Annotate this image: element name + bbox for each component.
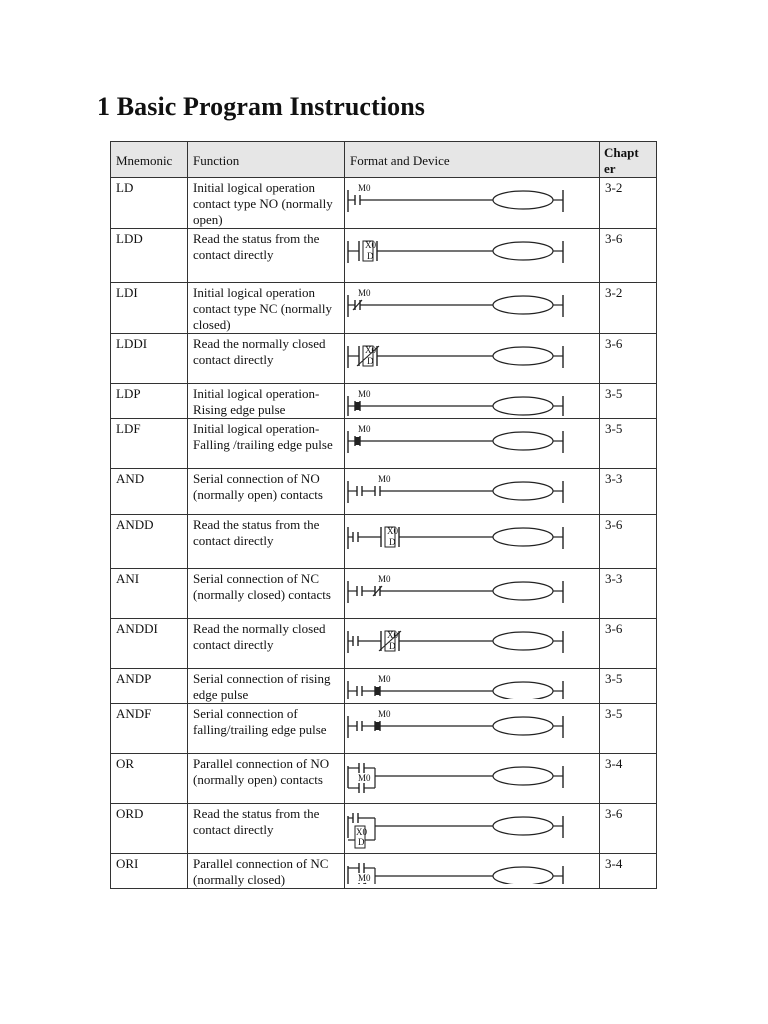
mnemonic-cell: ORI bbox=[111, 854, 188, 889]
ladder-diagram-cell bbox=[345, 419, 600, 469]
table-row bbox=[111, 334, 657, 384]
table-header-row bbox=[111, 142, 657, 178]
function-cell: Serial connection of falling/trailing edge pulse bbox=[188, 704, 345, 754]
chapter-cell: 3-6 bbox=[600, 619, 657, 669]
ladder-diagram-cell bbox=[345, 515, 600, 569]
ladder-diagram bbox=[345, 854, 571, 884]
device-label: M0 bbox=[358, 389, 371, 399]
direct-label: D bbox=[389, 537, 396, 547]
header-format: Format and Device bbox=[345, 142, 600, 178]
function-cell: Initial logical operation contact type NO (normally open) bbox=[188, 178, 345, 229]
ladder-diagram-cell bbox=[345, 334, 600, 384]
mnemonic-cell: LDD bbox=[111, 229, 188, 283]
header-function: Function bbox=[188, 142, 345, 178]
mnemonic-cell: ANDP bbox=[111, 669, 188, 704]
table-row bbox=[111, 178, 657, 229]
table-row bbox=[111, 569, 657, 619]
ladder-diagram bbox=[345, 704, 571, 752]
ladder-diagram-cell bbox=[345, 669, 600, 704]
ladder-diagram bbox=[345, 515, 571, 567]
chapter-cell: 3-2 bbox=[600, 178, 657, 229]
device-label: M0 bbox=[378, 474, 391, 484]
direct-label: D bbox=[389, 641, 396, 651]
function-cell: Initial logical operation- Falling /trailing edge pulse bbox=[188, 419, 345, 469]
mnemonic-cell: ANDD bbox=[111, 515, 188, 569]
function-cell: Read the normally closed contact directly bbox=[188, 334, 345, 384]
mnemonic-cell: AND bbox=[111, 469, 188, 515]
device-label: X0 bbox=[387, 630, 398, 640]
ladder-diagram-cell bbox=[345, 283, 600, 334]
ladder-diagram-cell bbox=[345, 384, 600, 419]
ladder-diagram bbox=[345, 283, 571, 331]
device-label: X0 bbox=[365, 240, 376, 250]
device-label: X0 bbox=[387, 526, 398, 536]
function-cell: Read the status from the contact directly bbox=[188, 804, 345, 854]
device-label: M0 bbox=[358, 424, 371, 434]
function-cell: Read the normally closed contact directly bbox=[188, 619, 345, 669]
device-label: M0 bbox=[378, 674, 391, 684]
ladder-diagram-cell bbox=[345, 754, 600, 804]
chapter-cell: 3-4 bbox=[600, 754, 657, 804]
ladder-diagram bbox=[345, 469, 571, 513]
mnemonic-cell: LDP bbox=[111, 384, 188, 419]
ladder-diagram-cell bbox=[345, 854, 600, 889]
chapter-cell: 3-6 bbox=[600, 334, 657, 384]
device-label: M0 bbox=[358, 183, 371, 193]
ladder-diagram bbox=[345, 419, 571, 467]
table-row bbox=[111, 283, 657, 334]
ladder-diagram bbox=[345, 178, 571, 226]
table-row bbox=[111, 804, 657, 854]
ladder-diagram bbox=[345, 804, 571, 852]
ladder-diagram bbox=[345, 384, 571, 416]
device-label: X0 bbox=[356, 827, 367, 837]
mnemonic-cell: ANDDI bbox=[111, 619, 188, 669]
table-row bbox=[111, 854, 657, 889]
ladder-diagram-cell bbox=[345, 178, 600, 229]
mnemonic-cell: LDDI bbox=[111, 334, 188, 384]
chapter-cell: 3-5 bbox=[600, 384, 657, 419]
ladder-diagram-cell bbox=[345, 619, 600, 669]
ladder-diagram-cell bbox=[345, 804, 600, 854]
ladder-diagram bbox=[345, 619, 571, 667]
header-mnemonic: Mnemonic bbox=[111, 142, 188, 178]
instruction-table bbox=[110, 141, 657, 889]
page-title: 1 Basic Program Instructions bbox=[97, 92, 426, 121]
chapter-cell: 3-5 bbox=[600, 669, 657, 704]
table-row bbox=[111, 419, 657, 469]
mnemonic-cell: LDI bbox=[111, 283, 188, 334]
table-row bbox=[111, 384, 657, 419]
direct-label: D bbox=[367, 251, 374, 261]
ladder-diagram bbox=[345, 229, 571, 281]
function-cell: Serial connection of NO (normally open) contacts bbox=[188, 469, 345, 515]
chapter-cell: 3-6 bbox=[600, 515, 657, 569]
function-cell: Initial logical operation contact type NC (normally closed) bbox=[188, 283, 345, 334]
chapter-cell: 3-2 bbox=[600, 283, 657, 334]
table-row bbox=[111, 704, 657, 754]
ladder-diagram-cell bbox=[345, 469, 600, 515]
function-cell: Read the status from the contact directly bbox=[188, 229, 345, 283]
ladder-diagram bbox=[345, 334, 571, 382]
chapter-cell: 3-6 bbox=[600, 229, 657, 283]
mnemonic-cell: ORD bbox=[111, 804, 188, 854]
ladder-diagram-cell bbox=[345, 704, 600, 754]
chapter-cell: 3-5 bbox=[600, 419, 657, 469]
function-cell: Serial connection of rising edge pulse bbox=[188, 669, 345, 704]
device-label: M0 bbox=[358, 773, 371, 783]
table-row bbox=[111, 754, 657, 804]
ladder-diagram bbox=[345, 669, 571, 699]
table-row bbox=[111, 229, 657, 283]
chapter-cell: 3-6 bbox=[600, 804, 657, 854]
ladder-diagram-cell bbox=[345, 569, 600, 619]
ladder-diagram bbox=[345, 754, 571, 802]
mnemonic-cell: LDF bbox=[111, 419, 188, 469]
function-cell: Read the status from the contact directly bbox=[188, 515, 345, 569]
ladder-diagram-cell bbox=[345, 229, 600, 283]
ladder-diagram bbox=[345, 569, 571, 617]
table-row bbox=[111, 515, 657, 569]
device-label: M0 bbox=[358, 288, 371, 298]
mnemonic-cell: ANI bbox=[111, 569, 188, 619]
table-row bbox=[111, 669, 657, 704]
device-label: X0 bbox=[365, 345, 376, 355]
table-row bbox=[111, 469, 657, 515]
chapter-cell: 3-3 bbox=[600, 569, 657, 619]
function-cell: Parallel connection of NO (normally open) contacts bbox=[188, 754, 345, 804]
table-row bbox=[111, 619, 657, 669]
direct-label: D bbox=[358, 837, 365, 847]
function-cell: Parallel connection of NC (normally closed) bbox=[188, 854, 345, 889]
chapter-cell: 3-4 bbox=[600, 854, 657, 889]
function-cell: Initial logical operation- Rising edge pulse bbox=[188, 384, 345, 419]
chapter-cell: 3-5 bbox=[600, 704, 657, 754]
device-label: M0 bbox=[378, 574, 391, 584]
device-label: M0 bbox=[358, 873, 371, 883]
mnemonic-cell: LD bbox=[111, 178, 188, 229]
mnemonic-cell: ANDF bbox=[111, 704, 188, 754]
chapter-cell: 3-3 bbox=[600, 469, 657, 515]
header-chapter: Chapt er bbox=[600, 142, 657, 178]
direct-label: D bbox=[367, 356, 374, 366]
mnemonic-cell: OR bbox=[111, 754, 188, 804]
function-cell: Serial connection of NC (normally closed) contacts bbox=[188, 569, 345, 619]
device-label: M0 bbox=[378, 709, 391, 719]
